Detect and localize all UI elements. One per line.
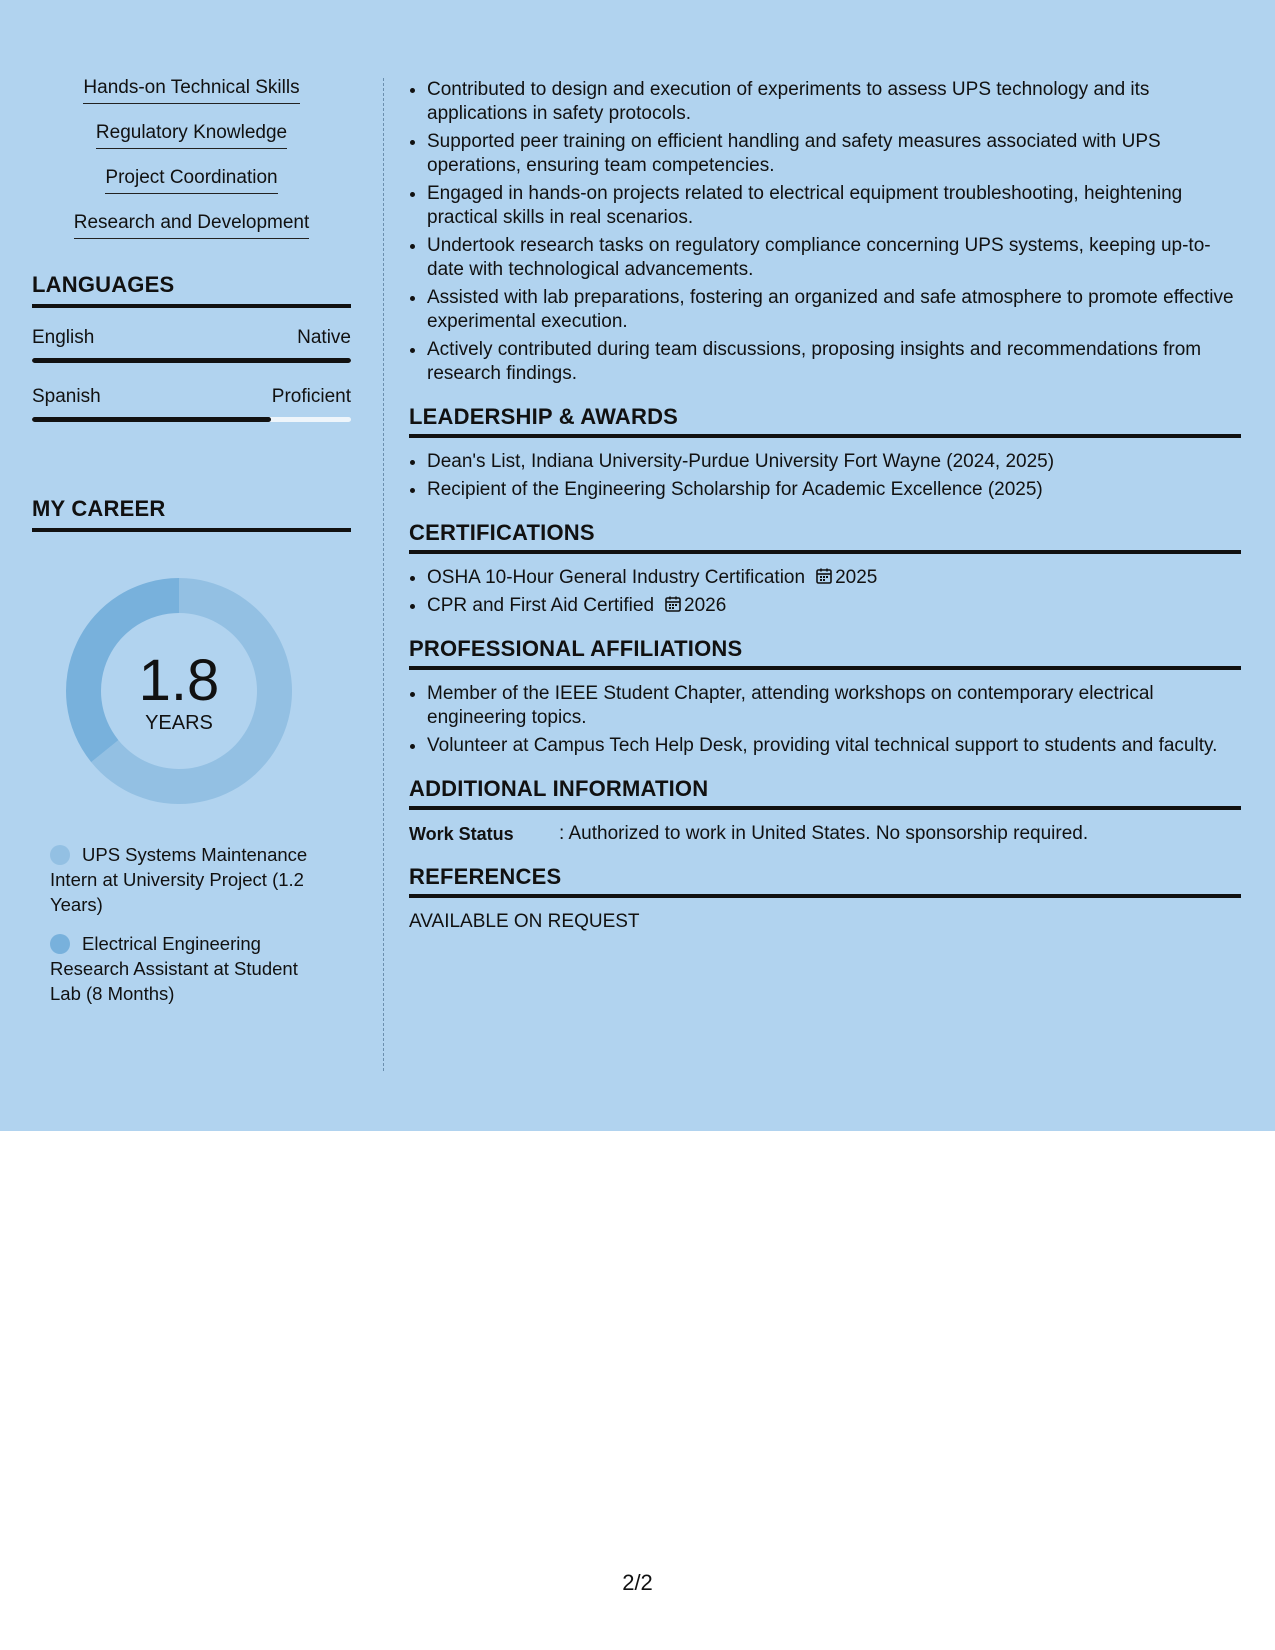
certifications-list xyxy=(409,566,1241,618)
additional-info-heading: ADDITIONAL INFORMATION xyxy=(409,776,1241,810)
leadership-heading: LEADERSHIP & AWARDS xyxy=(409,404,1241,438)
language-level: Native xyxy=(297,327,351,348)
language-level: Proficient xyxy=(271,386,351,407)
experience-bullet: • Assisted with lab preparations, fostering an organized and safe atmosphere to promote effective experimental execution. xyxy=(427,286,1241,334)
right-column xyxy=(409,78,1241,934)
affiliations-list xyxy=(409,682,1241,758)
career-total-unit: YEARS xyxy=(145,712,213,734)
skills-list xyxy=(32,76,351,240)
language-name: Spanish xyxy=(32,386,101,407)
career-section xyxy=(32,496,351,1006)
calendar-icon xyxy=(664,595,682,613)
skill-item: Research and Development xyxy=(32,211,351,240)
language-proficiency-bar xyxy=(32,358,351,363)
skill-item: Project Coordination xyxy=(32,166,351,195)
language-spanish xyxy=(32,385,351,422)
leadership-list xyxy=(409,450,1241,502)
experience-bullets xyxy=(409,78,1241,386)
certification-item xyxy=(427,566,1241,590)
affiliation-item: • Volunteer at Campus Tech Help Desk, providing vital technical support to students and faculty. xyxy=(427,734,1241,758)
career-heading: MY CAREER xyxy=(32,496,351,532)
affiliation-item: • Member of the IEEE Student Chapter, attending workshops on contemporary electrical engineering topics. xyxy=(427,682,1241,730)
experience-bullet: • Actively contributed during team discussions, proposing insights and recommendations from research findings. xyxy=(427,338,1241,386)
work-status-row xyxy=(409,822,1241,846)
affiliations-heading: PROFESSIONAL AFFILIATIONS xyxy=(409,636,1241,670)
calendar-icon xyxy=(815,567,833,585)
career-donut-chart xyxy=(64,576,294,806)
experience-bullet: • Contributed to design and execution of experiments to assess UPS technology and its applications in safety protocols. xyxy=(427,78,1241,126)
language-name: English xyxy=(32,327,95,348)
career-legend-item: Electrical Engineering Research Assistant at Student Lab (8 Months) xyxy=(50,933,298,1004)
career-total-value: 1.8 xyxy=(138,648,220,713)
languages-heading: LANGUAGES xyxy=(32,272,351,308)
certification-name: CPR and First Aid Certified xyxy=(427,595,655,616)
leadership-item: • Dean's List, Indiana University-Purdue University Fort Wayne (2024, 2025) xyxy=(427,450,1241,474)
skill-item: Hands-on Technical Skills xyxy=(32,76,351,105)
column-divider xyxy=(383,78,384,1071)
references-text: AVAILABLE ON REQUEST xyxy=(409,911,640,932)
left-column xyxy=(32,76,351,1020)
work-status-label: Work Status xyxy=(409,824,514,844)
language-english xyxy=(32,326,351,363)
certification-item xyxy=(427,594,1241,618)
page-number: 2/2 xyxy=(622,1570,653,1595)
certification-year: 2025 xyxy=(835,567,878,588)
legend-dot xyxy=(50,845,70,865)
certifications-heading: CERTIFICATIONS xyxy=(409,520,1241,554)
certification-name: OSHA 10-Hour General Industry Certification xyxy=(427,567,806,588)
certification-year: 2026 xyxy=(684,595,727,616)
languages-section xyxy=(32,272,351,422)
career-legend-item: UPS Systems Maintenance Intern at University Project (1.2 Years) xyxy=(50,844,308,915)
legend-dot xyxy=(50,934,70,954)
language-proficiency-bar xyxy=(32,417,351,422)
references-heading: REFERENCES xyxy=(409,864,1241,898)
experience-bullet: • Undertook research tasks on regulatory compliance concerning UPS systems, keeping up-to-date with technological advancements. xyxy=(427,234,1241,282)
skill-item: Regulatory Knowledge xyxy=(32,121,351,150)
experience-bullet: • Supported peer training on efficient handling and safety measures associated with UPS operations, ensuring team competencies. xyxy=(427,130,1241,178)
leadership-item: • Recipient of the Engineering Scholarship for Academic Excellence (2025) xyxy=(427,478,1241,502)
career-legend xyxy=(50,842,320,1006)
experience-bullet: • Engaged in hands-on projects related to electrical equipment troubleshooting, heightening practical skills in real scenarios. xyxy=(427,182,1241,230)
work-status-value: : Authorized to work in United States. No sponsorship required. xyxy=(559,823,1089,844)
